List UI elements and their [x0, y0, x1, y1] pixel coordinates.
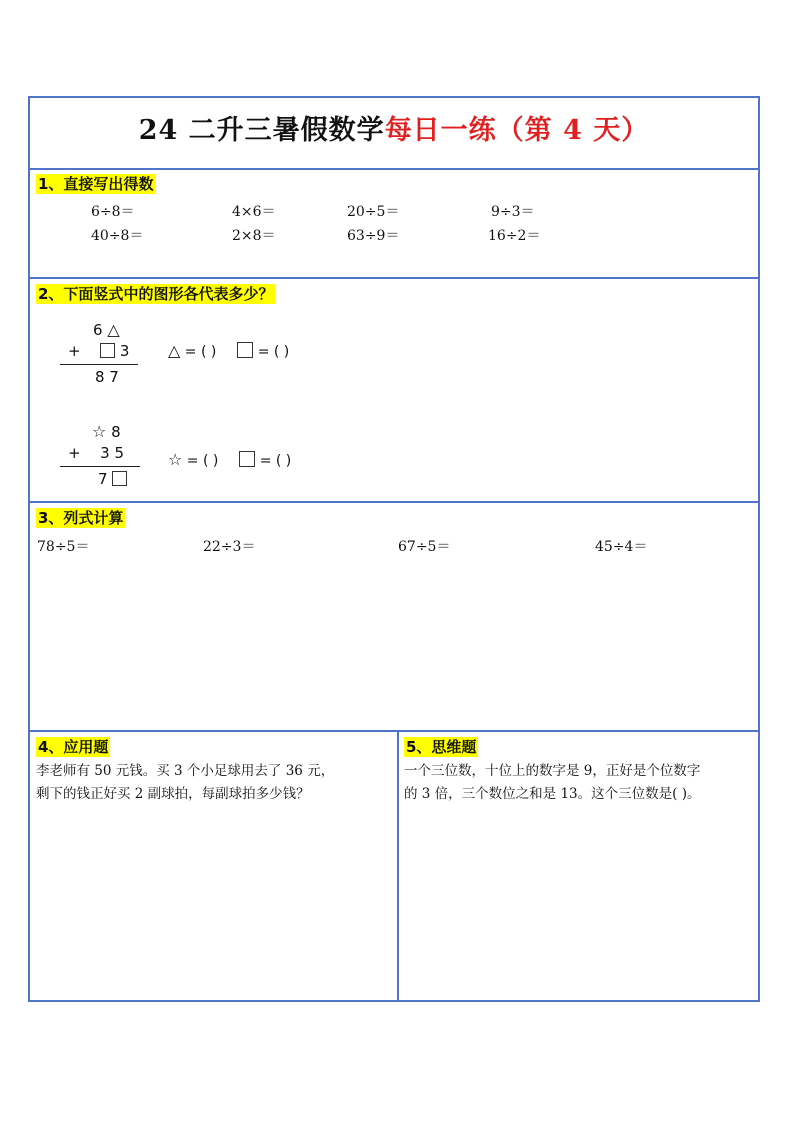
- divider: [30, 168, 758, 170]
- title-main: 24 二升三暑假数学: [138, 115, 385, 146]
- problem-line: 剩下的钱正好买 2 副球拍，每副球拍多少钱？: [36, 786, 310, 802]
- calc-item: 9÷3＝: [491, 204, 535, 220]
- answer-blank[interactable]: = ( ): [259, 453, 292, 469]
- title-highlight: 每日一练（第 4 天）: [384, 115, 650, 146]
- answer-blanks-2: [168, 450, 291, 469]
- triangle-icon: △: [168, 341, 181, 360]
- square-icon: [239, 451, 255, 467]
- divider: [30, 730, 758, 732]
- digit: 7: [98, 470, 108, 488]
- answer-blank[interactable]: = ( ): [184, 344, 217, 360]
- square-icon: [112, 471, 127, 486]
- section1-label: 1、直接写出得数: [38, 175, 154, 193]
- divider: [30, 501, 758, 503]
- problem-line: 的 3 倍，三个数位之和是 13。这个三位数是( )。: [404, 786, 701, 802]
- answer-blank[interactable]: = ( ): [257, 344, 290, 360]
- digit: 8: [111, 423, 121, 441]
- digit: 3 5: [100, 444, 124, 462]
- calc-item: 78÷5＝: [37, 539, 90, 555]
- word-problem: [36, 760, 392, 806]
- calc-item: 22÷3＝: [203, 539, 256, 555]
- calc-item: 4×6＝: [232, 204, 276, 220]
- calc-item: 45÷4＝: [595, 539, 648, 555]
- plus-sign: +: [68, 444, 81, 462]
- sum-line: [60, 364, 138, 365]
- square-icon: [100, 343, 115, 358]
- result: 8 7: [95, 368, 119, 386]
- calc-item: 2×8＝: [232, 228, 276, 244]
- worksheet: [28, 96, 760, 1002]
- square-icon: [237, 342, 253, 358]
- calc-item: 40÷8＝: [91, 228, 144, 244]
- problem-line: 一个三位数，十位上的数字是 9，正好是个位数字: [404, 763, 701, 779]
- answer-blanks-1: [168, 341, 289, 360]
- divider: [30, 277, 758, 279]
- answer-blank[interactable]: = ( ): [186, 453, 219, 469]
- calc-item: 63÷9＝: [347, 228, 400, 244]
- plus-sign: +: [68, 342, 81, 360]
- section5-label: 5、思维题: [406, 738, 477, 756]
- calc-item: 67÷5＝: [398, 539, 451, 555]
- star-icon: ☆: [168, 450, 183, 469]
- sum-line: [60, 466, 140, 467]
- thinking-problem: [404, 760, 758, 806]
- page-title: [30, 108, 758, 147]
- section3-label: 3、列式计算: [38, 509, 124, 527]
- section2-label: 2、下面竖式中的图形各代表多少？: [38, 285, 274, 303]
- calc-item: 20÷5＝: [347, 204, 400, 220]
- calc-item: 6÷8＝: [91, 204, 135, 220]
- triangle-icon: △: [107, 320, 120, 339]
- section4-label: 4、应用题: [38, 738, 109, 756]
- digit: 6: [93, 321, 103, 339]
- column-divider: [397, 732, 399, 1002]
- calc-item: 16÷2＝: [488, 228, 541, 244]
- star-icon: ☆: [92, 422, 107, 441]
- digit: 3: [119, 342, 130, 360]
- problem-line: 李老师有 50 元钱。买 3 个小足球用去了 36 元，: [36, 763, 335, 779]
